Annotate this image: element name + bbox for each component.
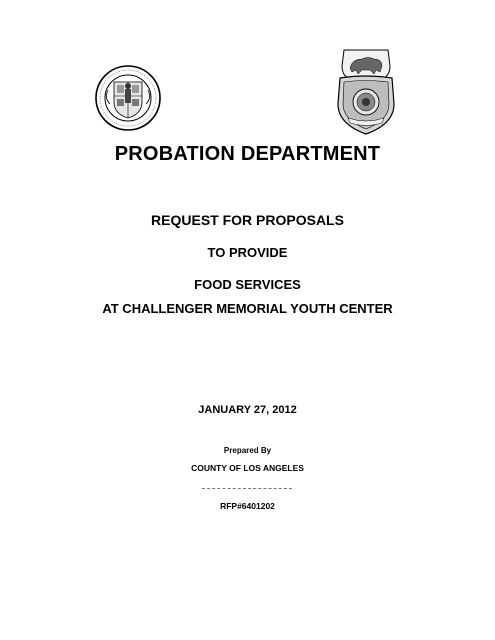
request-heading: REQUEST FOR PROPOSALS xyxy=(151,212,344,228)
department-title: PROBATION DEPARTMENT xyxy=(114,143,381,165)
probation-badge-icon xyxy=(334,46,398,136)
service-heading: FOOD SERVICES xyxy=(194,277,301,292)
to-provide-heading: TO PROVIDE xyxy=(207,245,288,260)
document-date: JANUARY 27, 2012 xyxy=(198,404,297,416)
county-seal-icon xyxy=(94,64,162,132)
prepared-by-label: Prepared By xyxy=(223,446,272,455)
rfp-number: RFP#6401202 xyxy=(220,501,275,511)
location-heading: AT CHALLENGER MEMORIAL YOUTH CENTER xyxy=(102,301,393,316)
preparer-name: COUNTY OF LOS ANGELES xyxy=(191,463,304,473)
divider xyxy=(202,488,292,489)
